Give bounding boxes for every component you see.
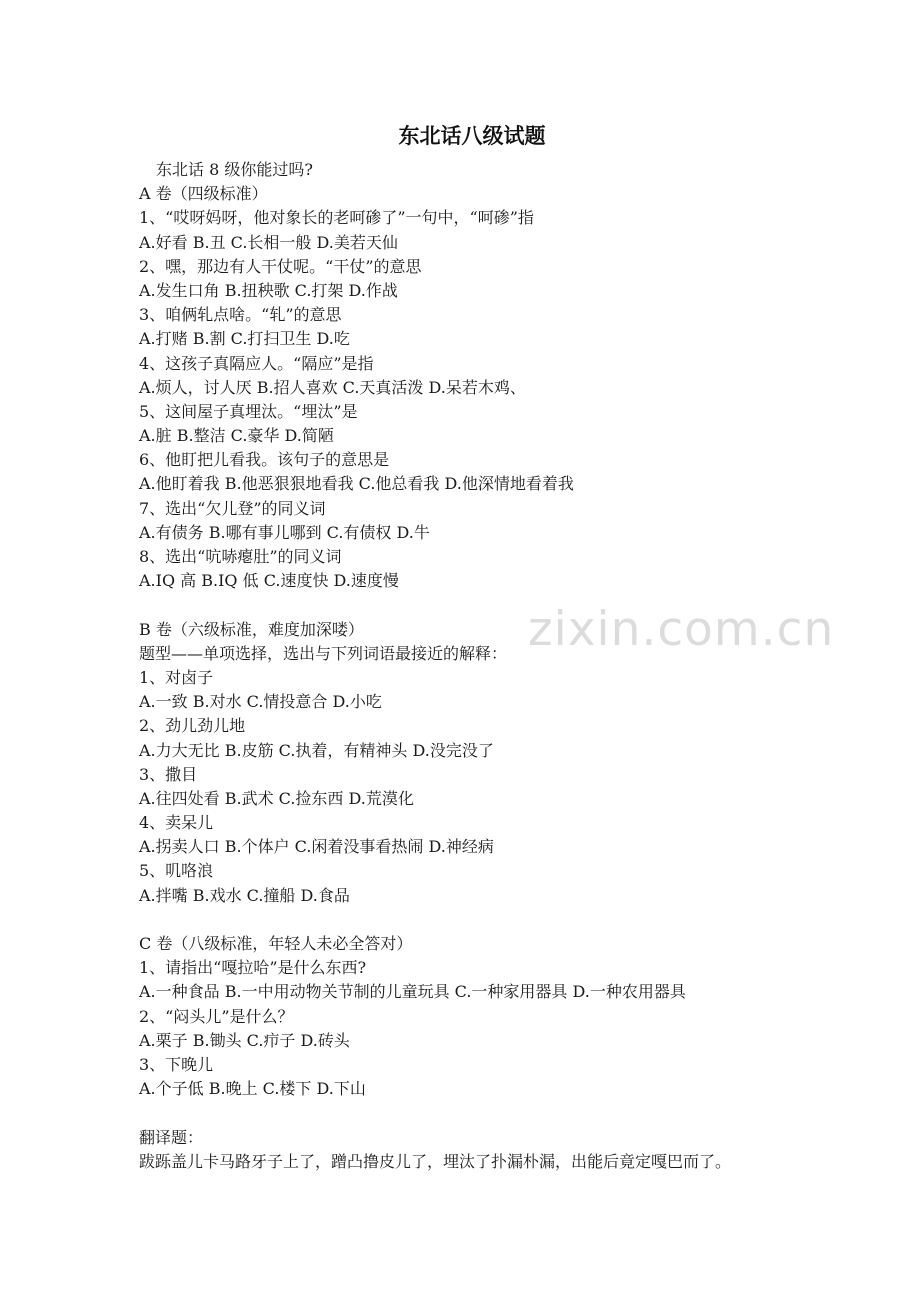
answer-options: A.一种食品 B.一中用动物关节制的儿童玩具 C.一种家用器具 D.一种农用器具 [139,982,686,1002]
question-text: 5、这间屋子真埋汰。“埋汰”是 [139,401,358,421]
page-title: 东北话八级试题 [398,124,546,148]
answer-options: A.一致 B.对水 C.情投意合 D.小吃 [139,692,382,712]
answer-options: A.烦人，讨人厌 B.招人喜欢 C.天真活泼 D.呆若木鸡、 [139,377,526,397]
question-text: 3、撒目 [139,764,198,784]
answer-options: A.拌嘴 B.戏水 C.撞船 D.食品 [139,885,350,905]
question-text: 5、叽咯浪 [139,861,214,881]
answer-options: A.个子低 B.晚上 C.楼下 D.下山 [139,1079,366,1099]
answer-options: A.有债务 B.哪有事儿哪到 C.有债权 D.牛 [139,522,430,542]
question-text: 1、“哎呀妈呀，他对象长的老呵碜了”一句中，“呵碜”指 [139,208,534,228]
section-c-header: C 卷（八级标准，年轻人未必全答对） [139,934,413,953]
question-text: 2、嘿，那边有人干仗呢。“干仗”的意思 [139,256,422,276]
watermark: zixin.com.cn [528,602,835,657]
spacer [139,1101,839,1125]
question-text: 6、他盯把儿看我。该句子的意思是 [139,450,390,470]
section-b-instruction: 题型——单项选择，选出与下列词语最接近的解释： [139,643,508,663]
question-text: 1、请指出“嘎拉哈”是什么东西? [139,958,367,978]
question-text: 3、下晚儿 [139,1054,214,1074]
spacer [139,908,839,932]
intro-text: 东北话 8 级你能过吗? [156,160,313,179]
question-text: 4、这孩子真隔应人。“隔应”是指 [139,353,374,373]
question-text: 1、对卤子 [139,667,214,687]
section-b-header: B 卷（六级标准，难度加深喽） [139,619,364,639]
question-text: 7、选出“欠儿登”的同义词 [139,498,326,518]
spacer [139,593,839,617]
answer-options: A.往四处看 B.武术 C.捡东西 D.荒漠化 [139,788,414,808]
answer-options: A.IQ 高 B.IQ 低 C.速度快 D.速度慢 [139,571,399,591]
question-text: 8、选出“吭哧瘪肚”的同义词 [139,547,342,566]
answer-options: A.力大无比 B.皮筋 C.执着，有精神头 D.没完没了 [139,740,494,760]
document-body [139,158,839,1174]
translation-label: 翻译题： [139,1127,204,1147]
answer-options: A.脏 B.整洁 C.豪华 D.简陋 [139,426,334,446]
answer-options: A.拐卖人口 B.个体户 C.闲着没事看热闹 D.神经病 [139,837,494,857]
answer-options: A.他盯着我 B.他恶狠狠地看我 C.他总看我 D.他深情地看着我 [139,474,574,494]
question-text: 2、劲儿劲儿地 [139,716,246,736]
section-a-header: A 卷（四级标准） [139,184,268,204]
question-text: 3、咱俩轧点啥。“轧”的意思 [139,305,342,325]
question-text: 4、卖呆儿 [139,813,214,833]
answer-options: A.好看 B.丑 C.长相一般 D.美若天仙 [139,232,398,252]
question-text: 2、“闷头儿”是什么？ [139,1006,294,1026]
answer-options: A.打赌 B.割 C.打扫卫生 D.吃 [139,329,350,349]
answer-options: A.栗子 B.锄头 C.疖子 D.砖头 [139,1030,350,1050]
translation-text: 跋跞盖儿卡马路牙子上了，蹭凸撸皮儿了，埋汰了扑漏朴漏，出能后竟定嘎巴而了。 [139,1151,732,1171]
answer-options: A.发生口角 B.扭秧歌 C.打架 D.作战 [139,280,398,300]
